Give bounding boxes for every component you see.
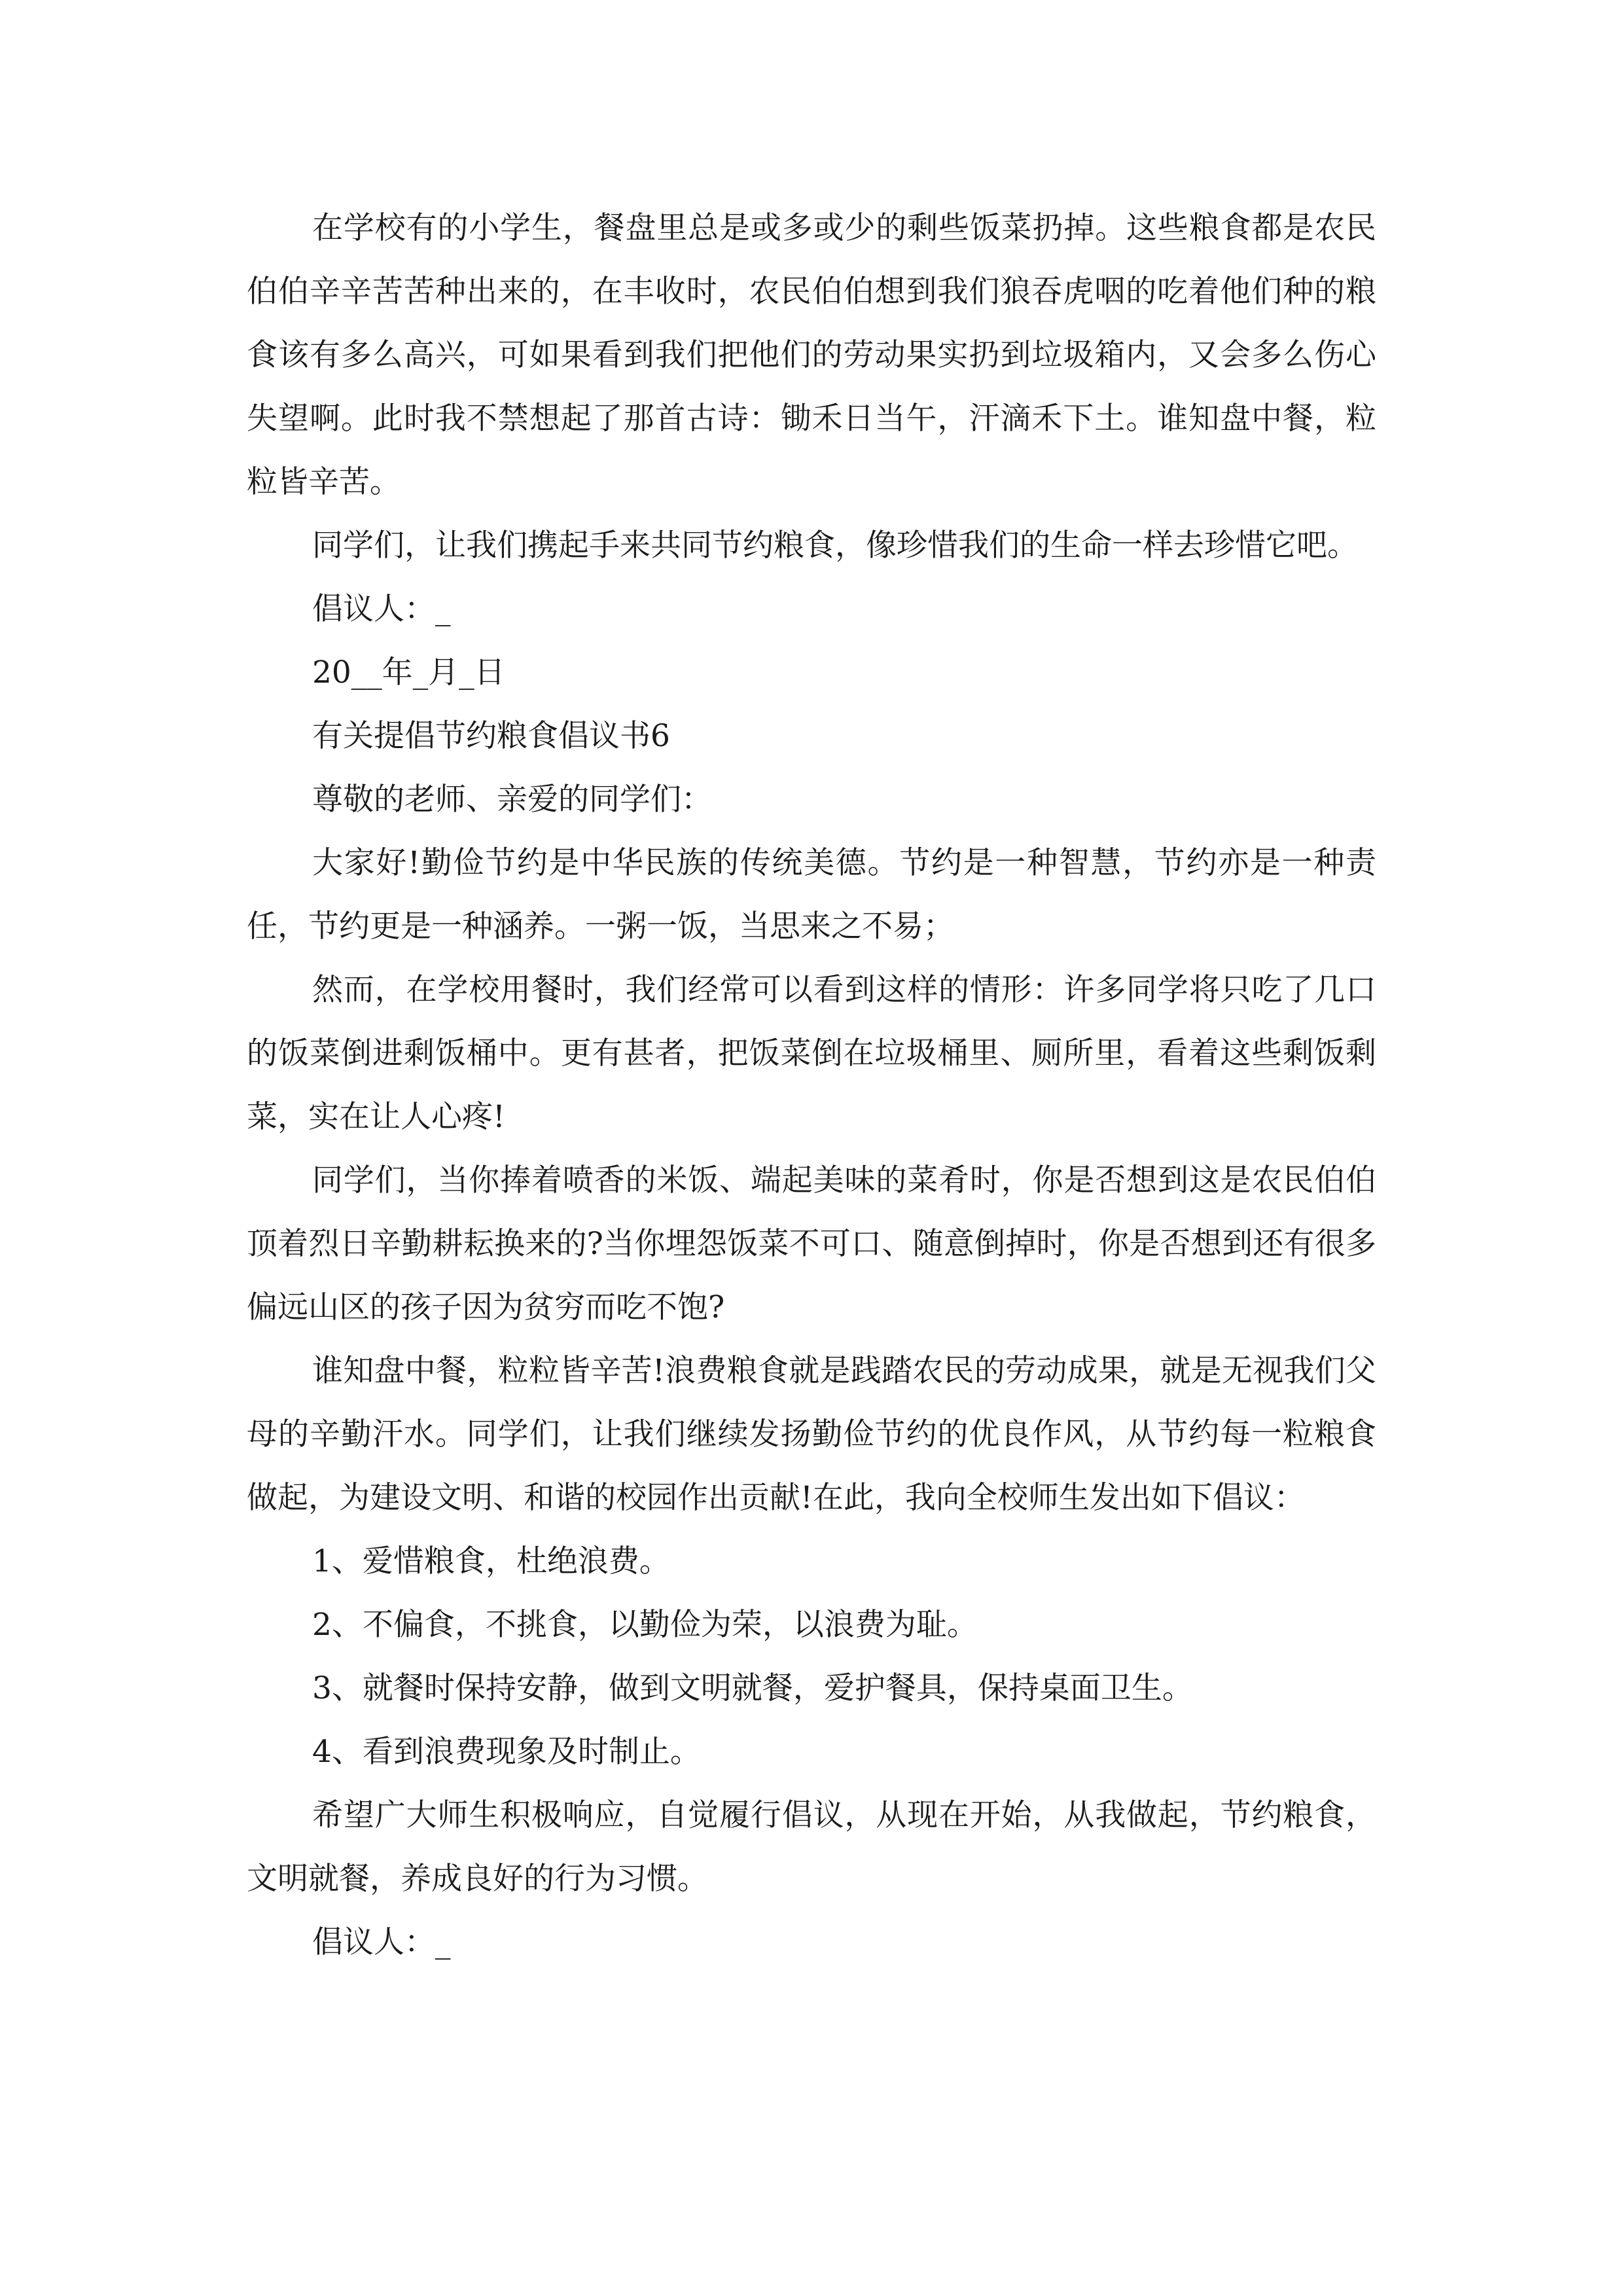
date-line: 20__年_月_日 [312, 655, 505, 691]
salutation: 尊敬的老师、亲爱的同学们： [312, 781, 712, 817]
proposal-item-1: 1、爱惜粮食，杜绝浪费。 [312, 1543, 670, 1579]
document-body [247, 196, 1376, 1974]
section-title: 有关提倡节约粮食倡议书6 [312, 718, 670, 754]
proposal-item-2: 2、不偏食，不挑食，以勤俭为荣，以浪费为耻。 [312, 1607, 978, 1643]
paragraph-closing: 希望广大师生积极响应，自觉履行倡议，从现在开始，从我做起，节约粮食，文明就餐，养成良好的行为习惯。 [247, 1797, 1376, 1897]
paragraph-proposal-intro: 谁知盘中餐，粒粒皆辛苦!浪费粮食就是践踏农民的劳动成果，就是无视我们父母的辛勤汗水。同学们，让我们继续发扬勤俭节约的优良作风，从节约每一粒粮食做起，为建设文明、和谐的校园作出贡献!在此，我向全校师生发出如下倡议： [247, 1353, 1376, 1516]
proposal-item-3: 3、就餐时保持安静，做到文明就餐，爱护餐具，保持桌面卫生。 [312, 1670, 1193, 1706]
paragraph-call-to-save: 同学们，让我们携起手来共同节约粮食，像珍惜我们的生命一样去珍惜它吧。 [312, 528, 1358, 564]
paragraph-greeting: 大家好!勤俭节约是中华民族的传统美德。节约是一种智慧，节约亦是一种责任，节约更是一种涵养。一粥一饭，当思来之不易； [247, 845, 1376, 944]
signature-line-2: 倡议人：_ [312, 1924, 451, 1960]
paragraph-observation: 然而，在学校用餐时，我们经常可以看到这样的情形：许多同学将只吃了几口的饭菜倒进剩饭桶中。更有甚者，把饭菜倒在垃圾桶里、厕所里，看着这些剩饭剩菜，实在让人心疼! [247, 972, 1376, 1135]
signature-line: 倡议人：_ [312, 591, 451, 627]
paragraph-waste-in-school: 在学校有的小学生，餐盘里总是或多或少的剩些饭菜扔掉。这些粮食都是农民伯伯辛辛苦苦种出来的，在丰收时，农民伯伯想到我们狼吞虎咽的吃着他们种的粮食该有多么高兴，可如果看到我们把他们的劳动果实扔到垃圾箱内，又会多么伤心失望啊。此时我不禁想起了那首古诗：锄禾日当午，汗滴禾下土。谁知盘中餐，粒粒皆辛苦。 [247, 210, 1376, 500]
proposal-item-4: 4、看到浪费现象及时制止。 [312, 1734, 701, 1770]
paragraph-question: 同学们，当你捧着喷香的米饭、端起美味的菜肴时，你是否想到这是农民伯伯顶着烈日辛勤耕耘换来的?当你埋怨饭菜不可口、随意倒掉时，你是否想到还有很多偏远山区的孩子因为贫穷而吃不饱? [247, 1162, 1376, 1325]
